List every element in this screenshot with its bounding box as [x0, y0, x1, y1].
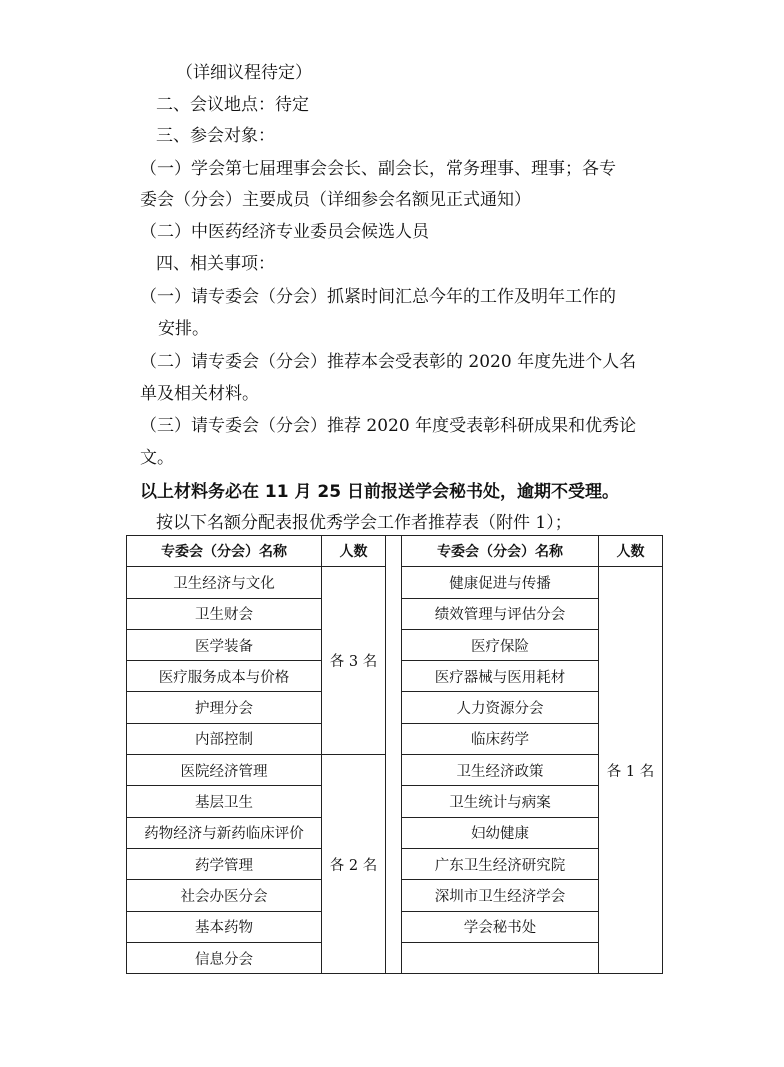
committee-left: 医学装备	[127, 629, 322, 660]
committee-left: 社会办医分会	[127, 880, 322, 911]
matters-item-3-line-1: （三）请专委会（分会）推荐 2020 年度受表彰科研成果和优秀论	[140, 416, 637, 436]
committee-right: 健康促进与传播	[402, 567, 599, 598]
quota-group-1: 各 1 名	[599, 567, 663, 974]
quota-table	[126, 535, 663, 974]
committee-left: 卫生财会	[127, 598, 322, 629]
committee-right: 深圳市卫生经济学会	[402, 880, 599, 911]
matters-item-1-line-2: 安排。	[158, 319, 209, 339]
committee-left: 信息分会	[127, 942, 322, 973]
deadline-notice: 以上材料务必在 11 月 25 日前报送学会秘书处，逾期不受理。	[140, 482, 619, 502]
committee-right-empty	[402, 942, 599, 973]
agenda-note: （详细议程待定）	[176, 63, 312, 83]
committee-right: 绩效管理与评估分会	[402, 598, 599, 629]
committee-right: 妇幼健康	[402, 817, 599, 848]
spacer-cell	[386, 536, 402, 974]
quota-group-3: 各 3 名	[322, 567, 386, 755]
header-committee-name-left: 专委会（分会）名称	[127, 536, 322, 567]
committee-right: 卫生经济政策	[402, 755, 599, 786]
committee-right: 广东卫生经济研究院	[402, 848, 599, 879]
matters-item-3-line-2: 文。	[140, 448, 174, 468]
header-count-right: 人数	[599, 536, 663, 567]
attendees-item-1-line-2: 委会（分会）主要成员（详细参会名额见正式通知）	[140, 190, 531, 210]
table-header-row	[127, 536, 663, 567]
committee-right: 学会秘书处	[402, 911, 599, 942]
committee-left: 基层卫生	[127, 786, 322, 817]
matters-item-1-line-1: （一）请专委会（分会）抓紧时间汇总今年的工作及明年工作的	[140, 287, 616, 307]
committee-left: 药学管理	[127, 848, 322, 879]
committee-right: 人力资源分会	[402, 692, 599, 723]
committee-right: 医疗器械与医用耗材	[402, 661, 599, 692]
header-count-left: 人数	[322, 536, 386, 567]
committee-left: 卫生经济与文化	[127, 567, 322, 598]
committee-left: 药物经济与新药临床评价	[127, 817, 322, 848]
committee-left: 内部控制	[127, 723, 322, 754]
quota-group-2: 各 2 名	[322, 755, 386, 974]
committee-right: 临床药学	[402, 723, 599, 754]
committee-left: 医疗服务成本与价格	[127, 661, 322, 692]
attendees-item-2: （二）中医药经济专业委员会候选人员	[140, 222, 429, 242]
header-committee-name-right: 专委会（分会）名称	[402, 536, 599, 567]
section-matters-heading: 四、相关事项：	[156, 254, 275, 274]
matters-item-2-line-1: （二）请专委会（分会）推荐本会受表彰的 2020 年度先进个人名	[140, 352, 637, 372]
attendees-item-1-line-1: （一）学会第七届理事会会长、副会长，常务理事、理事；各专	[140, 159, 616, 179]
section-venue: 二、会议地点：待定	[156, 95, 309, 115]
section-attendees-heading: 三、参会对象：	[156, 126, 275, 146]
committee-left: 护理分会	[127, 692, 322, 723]
committee-right: 医疗保险	[402, 629, 599, 660]
matters-item-2-line-2: 单及相关材料。	[140, 384, 259, 404]
committee-left: 基本药物	[127, 911, 322, 942]
committee-right: 卫生统计与病案	[402, 786, 599, 817]
table-intro: 按以下名额分配表报优秀学会工作者推荐表（附件 1）；	[156, 513, 572, 533]
committee-left: 医院经济管理	[127, 755, 322, 786]
